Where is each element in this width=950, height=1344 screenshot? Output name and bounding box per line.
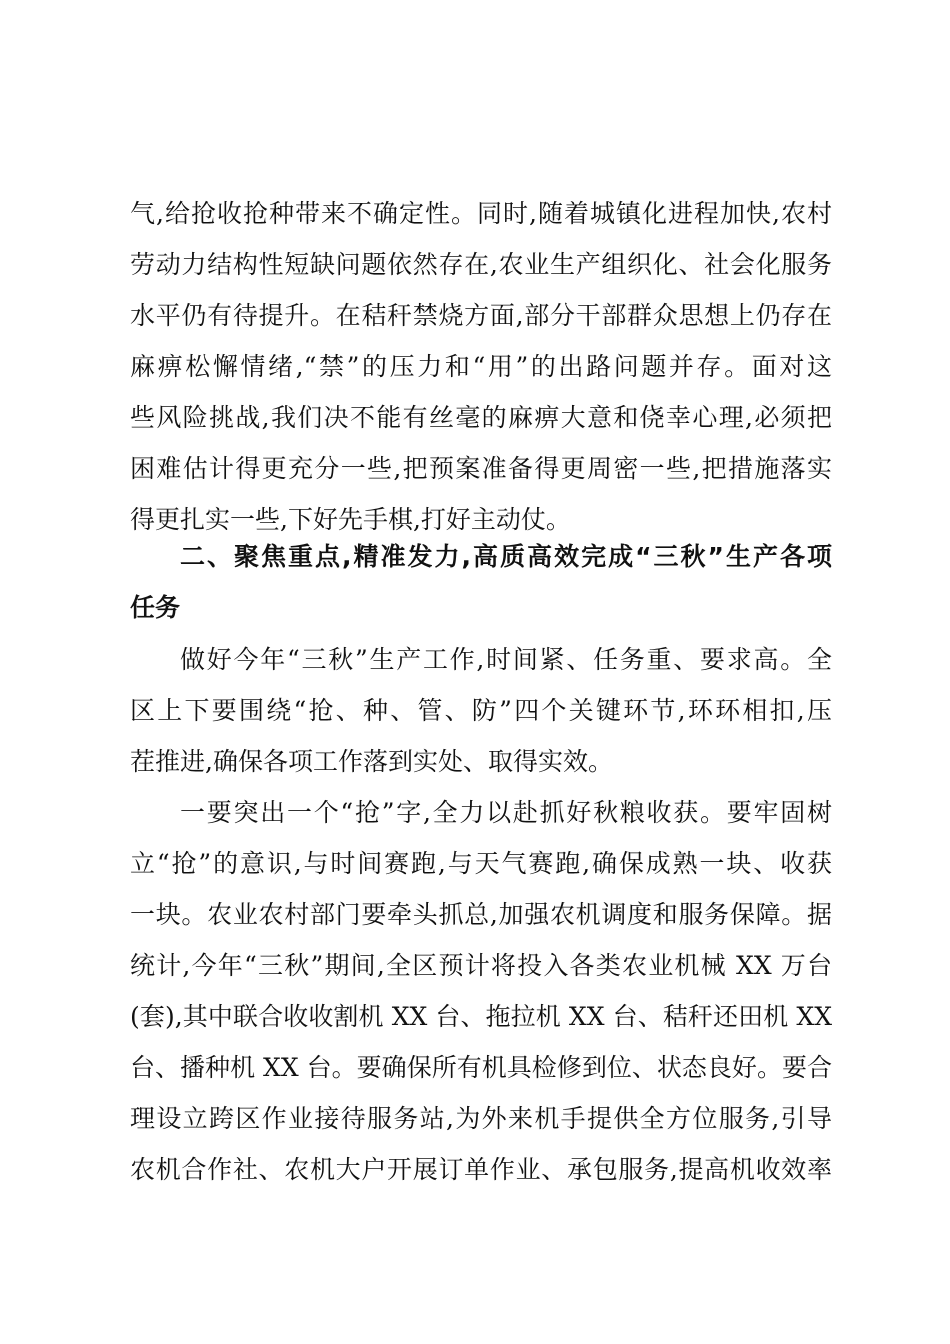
text-line: 区上下要围绕“抢、种、管、防”四个关键环节,环环相扣,压	[130, 696, 832, 725]
paragraph-risks	[130, 188, 832, 545]
text-line: 劳动力结构性短缺问题依然存在,农业生产组织化、社会化服务	[130, 250, 832, 279]
text-line: 得更扎实一些,下好先手棋,打好主动仗。	[130, 505, 571, 534]
text-line: (套),其中联合收收割机 XX 台、拖拉机 XX 台、秸秆还田机 XX	[130, 1002, 832, 1031]
text-line: 台、播种机 XX 台。要确保所有机具检修到位、状态良好。要合	[130, 1053, 832, 1082]
text-line: 统计,今年“三秋”期间,全区预计将投入各类农业机械 XX 万台	[130, 951, 832, 980]
text-line: 麻痹松懈情绪,“禁”的压力和“用”的出路问题并存。面对这	[130, 352, 832, 381]
paragraph-harvest	[130, 787, 832, 1195]
section-heading-2	[130, 531, 832, 633]
text-line: 茬推进,确保各项工作落到实处、取得实效。	[130, 747, 613, 776]
text-line: 水平仍有待提升。在秸秆禁烧方面,部分干部群众思想上仍存在	[130, 301, 832, 330]
text-line: 气,给抢收抢种带来不确定性。同时,随着城镇化进程加快,农村	[130, 199, 832, 228]
text-line: 做好今年“三秋”生产工作,时间紧、任务重、要求高。全	[180, 645, 832, 674]
text-line: 农机合作社、农机大户开展订单作业、承包服务,提高机收效率	[130, 1155, 832, 1184]
text-line: 一要突出一个“抢”字,全力以赴抓好秋粮收获。要牢固树	[180, 798, 832, 827]
text-line: 理设立跨区作业接待服务站,为外来机手提供全方位服务,引导	[130, 1104, 832, 1133]
heading-line: 任务	[130, 593, 181, 622]
text-line: 立“抢”的意识,与时间赛跑,与天气赛跑,确保成熟一块、收获	[130, 849, 832, 878]
text-line: 一块。农业农村部门要牵头抓总,加强农机调度和服务保障。据	[130, 900, 832, 929]
text-line: 困难估计得更充分一些,把预案准备得更周密一些,把措施落实	[130, 454, 832, 483]
paragraph-overview	[130, 634, 832, 787]
heading-line: 二、聚焦重点,精准发力,高质高效完成“三秋”生产各项	[180, 542, 832, 571]
text-line: 些风险挑战,我们决不能有丝毫的麻痹大意和侥幸心理,必须把	[130, 403, 832, 432]
